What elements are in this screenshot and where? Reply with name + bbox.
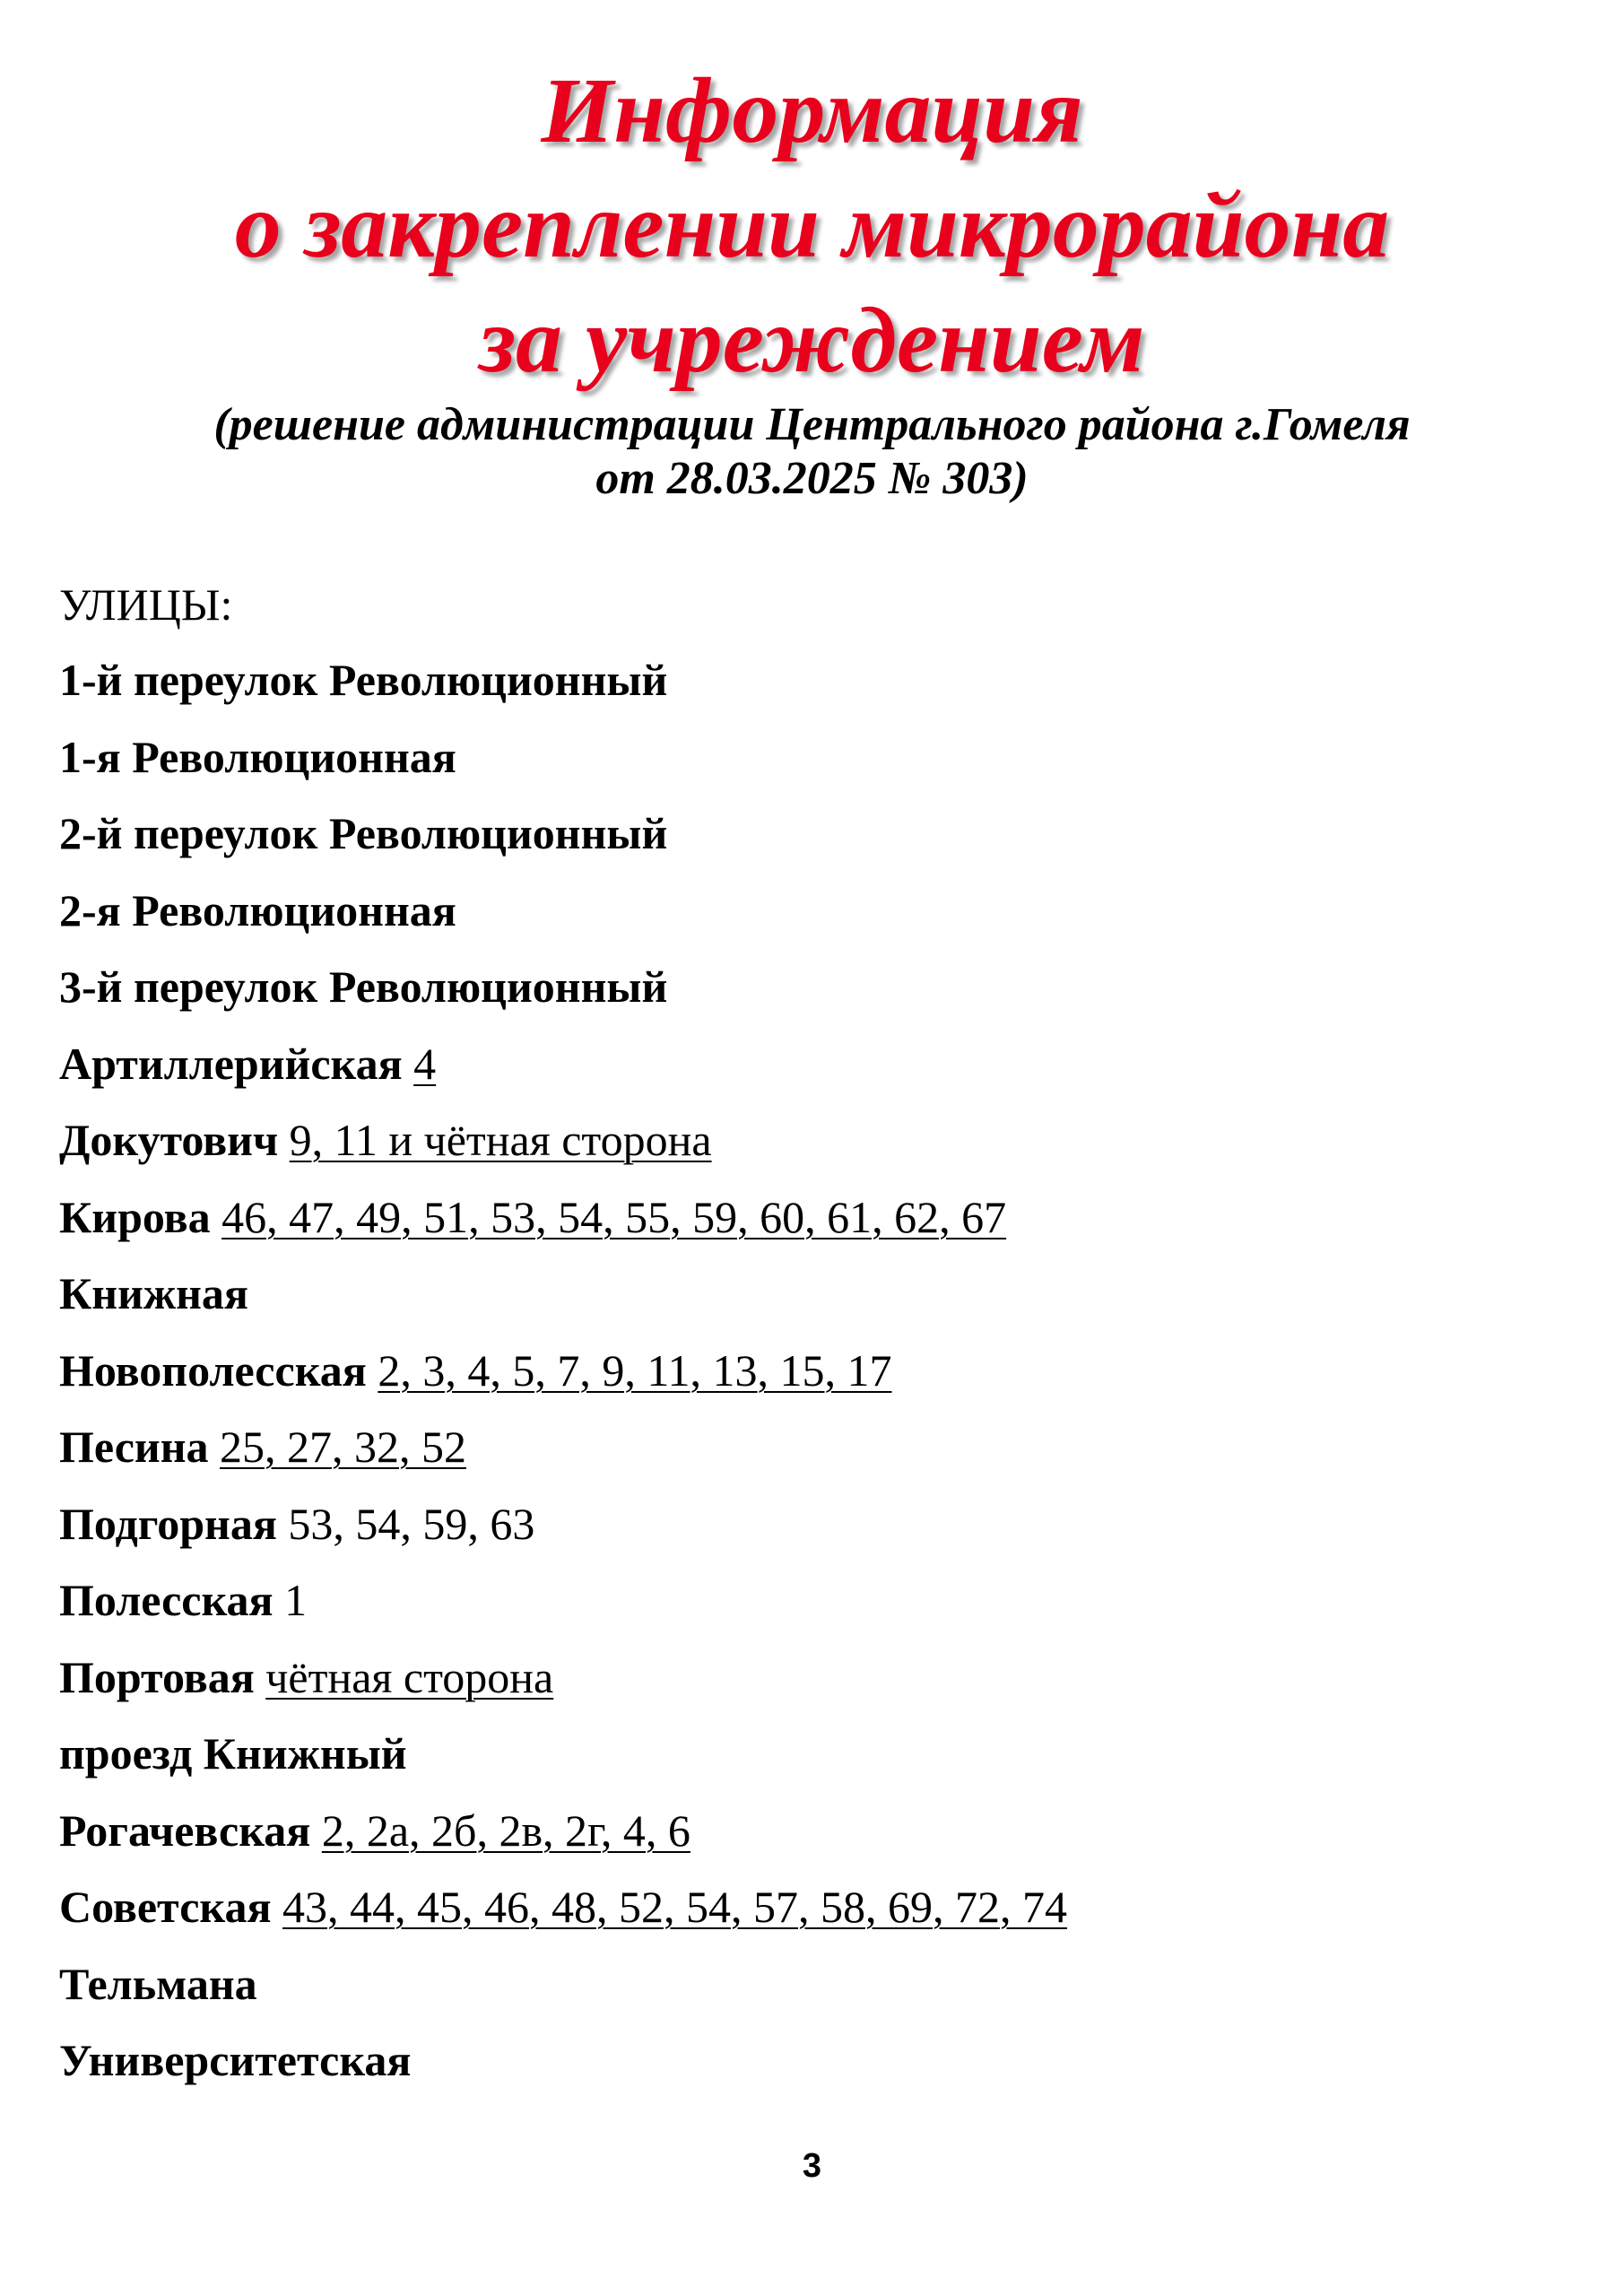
street-name: Подгорная [59,1498,277,1549]
house-numbers: 1 [284,1575,308,1625]
street-row [59,1793,1584,1870]
street-name: Книжная [59,1268,248,1318]
street-row [59,873,1584,950]
street-name: Докутович [59,1115,279,1165]
street-row [59,1409,1584,1486]
street-row [59,719,1584,796]
subtitle-line-2: от 28.03.2025 № 303) [595,453,1029,504]
house-numbers: 25, 27, 32, 52 [220,1422,467,1472]
street-row [59,796,1584,873]
house-numbers: 2, 3, 4, 5, 7, 9, 11, 13, 15, 17 [378,1344,892,1396]
house-numbers: 9, 11 и чётная сторона [289,1115,712,1165]
street-name: Новополесская [59,1344,367,1396]
street-name: Портовая [59,1651,255,1702]
street-row [59,1869,1584,1946]
street-row [59,1179,1584,1257]
street-name: Тельмана [59,1958,257,2009]
streets-heading: УЛИЦЫ: [59,579,233,630]
street-row [59,1026,1584,1103]
document-header [0,54,1624,506]
street-row [59,949,1584,1026]
street-row [59,1256,1584,1333]
street-row [59,1486,1584,1563]
street-row [59,1639,1584,1717]
street-name: Кирова [59,1191,211,1242]
house-numbers: 53, 54, 59, 63 [288,1498,535,1549]
street-name: Рогачевская [59,1805,311,1856]
street-name: 3-й переулок Революционный [59,961,668,1012]
street-name: Советская [59,1882,272,1932]
street-name: 1-й переулок Революционный [59,655,668,705]
street-name: Артиллерийская [59,1038,403,1089]
street-row [59,1716,1584,1793]
house-numbers: 4 [413,1038,437,1089]
street-row [59,1333,1584,1410]
street-row [59,1946,1584,2023]
street-name: Полесская [59,1575,274,1625]
street-row [59,2022,1584,2100]
title-line-1: Информация [541,59,1083,162]
house-numbers: 43, 44, 45, 46, 48, 52, 54, 57, 58, 69, 72, 74 [282,1882,1068,1932]
street-name: проезд Книжный [59,1728,407,1779]
subtitle-line-1: (решение администрации Центрального района г.Гомеля [213,399,1411,450]
street-row [59,1562,1584,1639]
house-numbers: 46, 47, 49, 51, 53, 54, 55, 59, 60, 61, 62, 67 [221,1191,1007,1242]
house-numbers: чётная сторона [265,1651,554,1702]
title-line-3: за учреждением [479,289,1145,392]
street-name: Университетская [59,2035,412,2085]
street-name: 2-я Революционная [59,884,456,935]
page-number: 3 [802,2147,822,2185]
title-line-2: о закреплении микрорайона [234,174,1390,277]
street-row [59,642,1584,719]
streets-list [59,567,1584,2100]
street-name: Песина [59,1422,209,1472]
house-numbers: 2, 2а, 2б, 2в, 2г, 4, 6 [321,1805,690,1856]
street-name: 1-я Революционная [59,731,456,782]
street-row [59,1102,1584,1179]
street-name: 2-й переулок Революционный [59,808,668,858]
